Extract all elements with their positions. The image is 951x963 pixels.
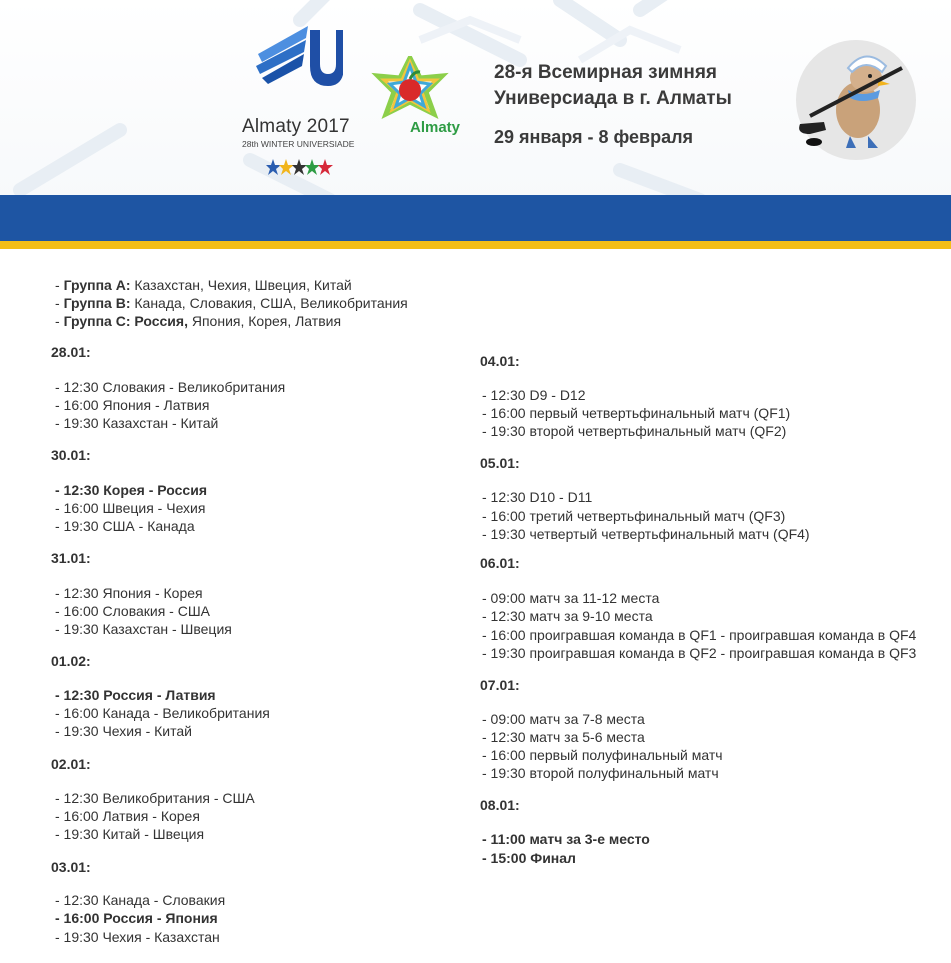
group-label: Группа С:: [63, 313, 131, 329]
group-line: [55, 294, 408, 312]
page-header: [0, 0, 951, 200]
universiade-logo: [238, 24, 355, 160]
match-item: - 16:00 третий четвертьфинальный матч (QF3): [482, 508, 786, 524]
group-dash: -: [55, 295, 60, 311]
day-heading: 01.02:: [51, 653, 91, 669]
page-title: [494, 60, 732, 112]
match-item: - 19:30 четвертый четвертьфинальный матч (QF4): [482, 526, 810, 542]
title-line-1: 28-я Всемирная зимняя: [494, 62, 718, 83]
day-heading: 03.01:: [51, 859, 91, 875]
group-teams-bold: Россия,: [134, 313, 188, 329]
match-item: - 12:30 матч за 9-10 места: [482, 608, 653, 624]
match-item: - 12:30 Словакия - Великобритания: [55, 379, 286, 395]
header-blue-band: [0, 195, 951, 241]
match-item: - 16:00 Япония - Латвия: [55, 397, 210, 413]
colored-stars-icon: [266, 159, 334, 175]
day-heading: 07.01:: [480, 677, 520, 693]
event-dates: 29 января - 8 февраля: [494, 127, 694, 147]
match-item: - 16:00 проигравшая команда в QF1 - проигравшая команда в QF4: [482, 627, 917, 643]
day-heading: 31.01:: [51, 550, 91, 566]
match-item: - 12:30 Корея - Россия: [55, 482, 207, 498]
match-item: - 12:30 Россия - Латвия: [55, 687, 216, 703]
match-item: - 16:00 первый четвертьфинальный матч (QF1): [482, 405, 791, 421]
apple-star-icon: [370, 56, 450, 122]
city-logo-name: Almaty: [410, 119, 461, 136]
match-item: - 12:30 Канада - Словакия: [55, 892, 226, 908]
day-heading: 05.01:: [480, 455, 520, 471]
almaty-city-logo: [370, 56, 480, 141]
group-label: Группа В:: [63, 295, 131, 311]
day-heading: 04.01:: [480, 353, 520, 369]
match-item: - 19:30 Чехия - Казахстан: [55, 929, 220, 945]
match-item: - 16:00 Канада - Великобритания: [55, 705, 270, 721]
match-item: - 12:30 матч за 5-6 места: [482, 729, 645, 745]
match-item: - 12:30 D10 - D11: [482, 489, 593, 505]
match-item: - 16:00 Латвия - Корея: [55, 808, 200, 824]
mascot-icon: [790, 38, 920, 163]
match-item: - 19:30 Казахстан - Швеция: [55, 621, 232, 637]
day-heading: 30.01:: [51, 447, 91, 463]
match-item: - 16:00 Россия - Япония: [55, 910, 218, 926]
match-item: - 16:00 Швеция - Чехия: [55, 500, 206, 516]
match-item: - 19:30 Чехия - Китай: [55, 723, 192, 739]
group-dash: -: [55, 313, 60, 329]
match-item: - 19:30 проигравшая команда в QF2 - проигравшая команда в QF3: [482, 645, 917, 661]
match-item: - 09:00 матч за 11-12 места: [482, 590, 660, 606]
match-item: - 19:30 Казахстан - Китай: [55, 415, 219, 431]
match-item: - 12:30 D9 - D12: [482, 387, 586, 403]
day-heading: 02.01:: [51, 756, 91, 772]
match-item: - 19:30 второй полуфинальный матч: [482, 765, 719, 781]
match-item: - 16:00 Словакия - США: [55, 603, 211, 619]
group-line: [55, 312, 341, 330]
day-heading: 28.01:: [51, 344, 91, 360]
universiade-subtitle: 28th WINTER UNIVERSIADE: [242, 139, 355, 149]
match-item: - 19:30 США - Канада: [55, 518, 195, 534]
match-item: - 12:30 Великобритания - США: [55, 790, 255, 806]
day-heading: 06.01:: [480, 555, 520, 571]
match-item: - 19:30 второй четвертьфинальный матч (QF2): [482, 423, 787, 439]
match-item: - 16:00 первый полуфинальный матч: [482, 747, 723, 763]
match-item: - 09:00 матч за 7-8 места: [482, 711, 645, 727]
group-label: Группа А:: [63, 277, 131, 293]
group-teams: Казахстан, Чехия, Швеция, Китай: [134, 277, 352, 293]
group-dash: -: [55, 277, 60, 293]
match-item: - 15:00 Финал: [482, 850, 576, 866]
group-teams: Япония, Корея, Латвия: [191, 313, 342, 329]
match-item: - 11:00 матч за 3-е место: [482, 831, 650, 847]
match-item: - 12:30 Япония - Корея: [55, 585, 203, 601]
match-item: - 19:30 Китай - Швеция: [55, 826, 205, 842]
universiade-u-emblem: [248, 24, 343, 90]
header-yellow-band: [0, 241, 951, 249]
group-line: [55, 276, 352, 294]
day-heading: 08.01:: [480, 797, 520, 813]
title-line-2: Универсиада в г. Алматы: [494, 88, 732, 109]
universiade-city-year: Almaty 2017: [242, 116, 350, 137]
schedule-content: [0, 249, 951, 963]
group-teams: Канада, Словакия, США, Великобритания: [134, 295, 408, 311]
